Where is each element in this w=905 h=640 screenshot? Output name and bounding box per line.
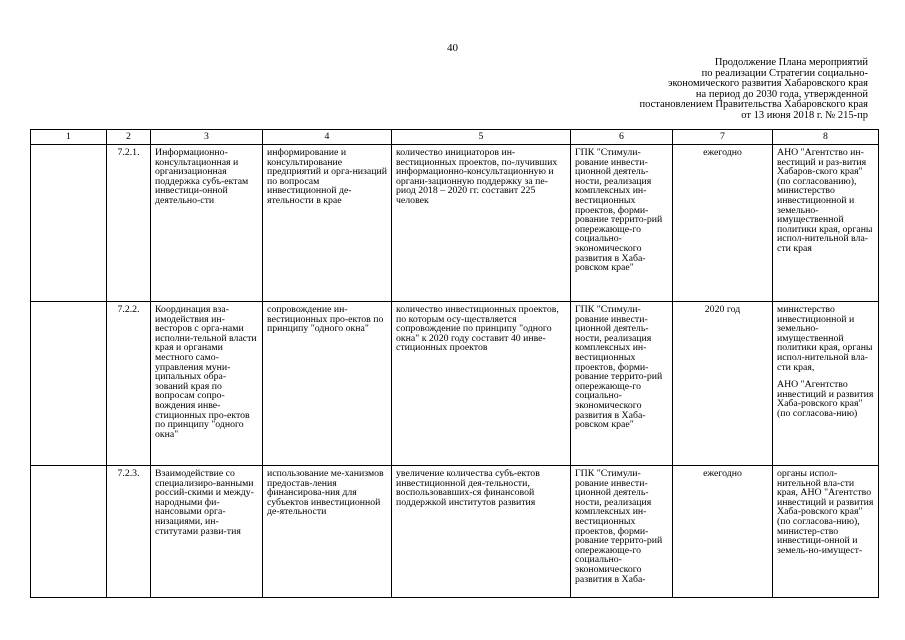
deadline: ежегодно [673, 466, 773, 598]
column-header: 2 [107, 130, 151, 145]
column-header: 4 [263, 130, 392, 145]
table-cell [31, 302, 107, 466]
expected-result: количество инициаторов ин-вестиционных проектов, по-лучивших информационно-консультационную и органи-зационную поддержку за пе-риод 2018 – 2020 гг. составит 225 человек [392, 145, 571, 302]
header-line: Продолжение Плана мероприятий [714, 57, 868, 68]
table-row [31, 302, 879, 466]
column-header: 8 [773, 130, 879, 145]
table-cell [31, 145, 107, 302]
header-line: постановлением Правительства Хабаровского края [639, 99, 868, 111]
program: ГПК "Стимули-рование инвести-ционной деятель-ности, реализация комплексных ин-вестиционных проектов, форми-рование террито-рий опережающе-го социально-экономического развития в Хаба- [571, 466, 673, 598]
plan-table [30, 129, 879, 598]
expected-result: увеличение количества субъ-ектов инвестиционной дея-тельности, воспользовавших-ся финансовой поддержкой институтов развития [392, 466, 571, 598]
header-line: экономического развития Хабаровского края [667, 78, 868, 90]
header-line: от 13 июня 2018 г. № 215-пр [741, 109, 868, 121]
responsible [773, 145, 879, 302]
program: ГПК "Стимули-рование инвести-ционной деятель-ности, реализация комплексных ин-вестиционных проектов, форми-рование террито-рий опережающе-го социально-экономического развития в Хаба-ровском крае" [571, 302, 673, 466]
program: ГПК "Стимули-рование инвести-ционной деятель-ности, реализация комплексных ин-вестиционных проектов, форми-рование террито-рий опережающе-го социально-экономического развития в Хаба-ровском крае" [571, 145, 673, 302]
responsible [773, 466, 879, 598]
column-header: 1 [31, 130, 107, 145]
column-header: 6 [571, 130, 673, 145]
column-header: 3 [151, 130, 263, 145]
column-header: 5 [392, 130, 571, 145]
responsible-text: АНО "Агентство инвестиций и развития Хаба-ровского края" (по согласова-нию) [777, 379, 874, 419]
header-line: на период до 2030 года, утвержденной [695, 88, 868, 100]
deadline: ежегодно [673, 145, 773, 302]
activity-name: Координация вза-имодействия ин-весторов с орга-нами исполни-тельной власти края и органами местного само-управления муни-ципальных обра-зований края по вопросам сопро-вождения инве-стиционных про-ектов по принципу "одного окна" [151, 302, 263, 466]
responsible-text: министерство инвестиционной и земельно-имущественной политики края, органы испол-нительной вла-сти края, [777, 304, 873, 373]
item-number: 7.2.2. [107, 302, 151, 466]
column-number-row [31, 130, 879, 145]
mechanism: сопровождение ин-вестиционных про-ектов по принципу "одного окна" [263, 302, 392, 466]
deadline: 2020 год [673, 302, 773, 466]
responsible [773, 302, 879, 466]
page-number: 40 [447, 42, 458, 54]
table-cell [31, 466, 107, 598]
expected-result: количество инвестиционных проектов, по которым осу-ществляется сопровождение по принципу "одного окна" к 2020 году составит 40 инве-стиционных проектов [392, 302, 571, 466]
header-line: по реализации Стратегии социально- [701, 67, 868, 79]
mechanism: использование ме-ханизмов предостав-ления финансирова-ния для субъектов инвестиционной де-ятельности [263, 466, 392, 598]
responsible-text: органы испол-нительной вла-сти края, АНО "Агентство инвестиций и развития Хаба-ровского края" (по согласова-нию), министер-ство инвестици-онной и земель-но-имущест- [777, 468, 874, 556]
item-number: 7.2.3. [107, 466, 151, 598]
column-header: 7 [673, 130, 773, 145]
responsible-text: АНО "Агентство ин-вестиций и раз-вития Хабаров-ского края" (по согласованию), министерство инвестиционной и земельно-имущественной политики края, органы испол-нительной вла-сти края [777, 147, 873, 254]
table-row [31, 145, 879, 302]
item-number: 7.2.1. [107, 145, 151, 302]
document-header [548, 58, 868, 122]
table-row [31, 466, 879, 598]
activity-name: Информационно-консультационная и организационная поддержка субъ-ектам инвестици-онной деятельно-сти [151, 145, 263, 302]
activity-name: Взаимодействие со специализиро-ванными россий-скими и между-народными фи-нансовыми орга-низациями, ин-ститутами разви-тия [151, 466, 263, 598]
mechanism: информирование и консультирование предприятий и орга-низаций по вопросам инвестиционной де-ятельности в крае [263, 145, 392, 302]
